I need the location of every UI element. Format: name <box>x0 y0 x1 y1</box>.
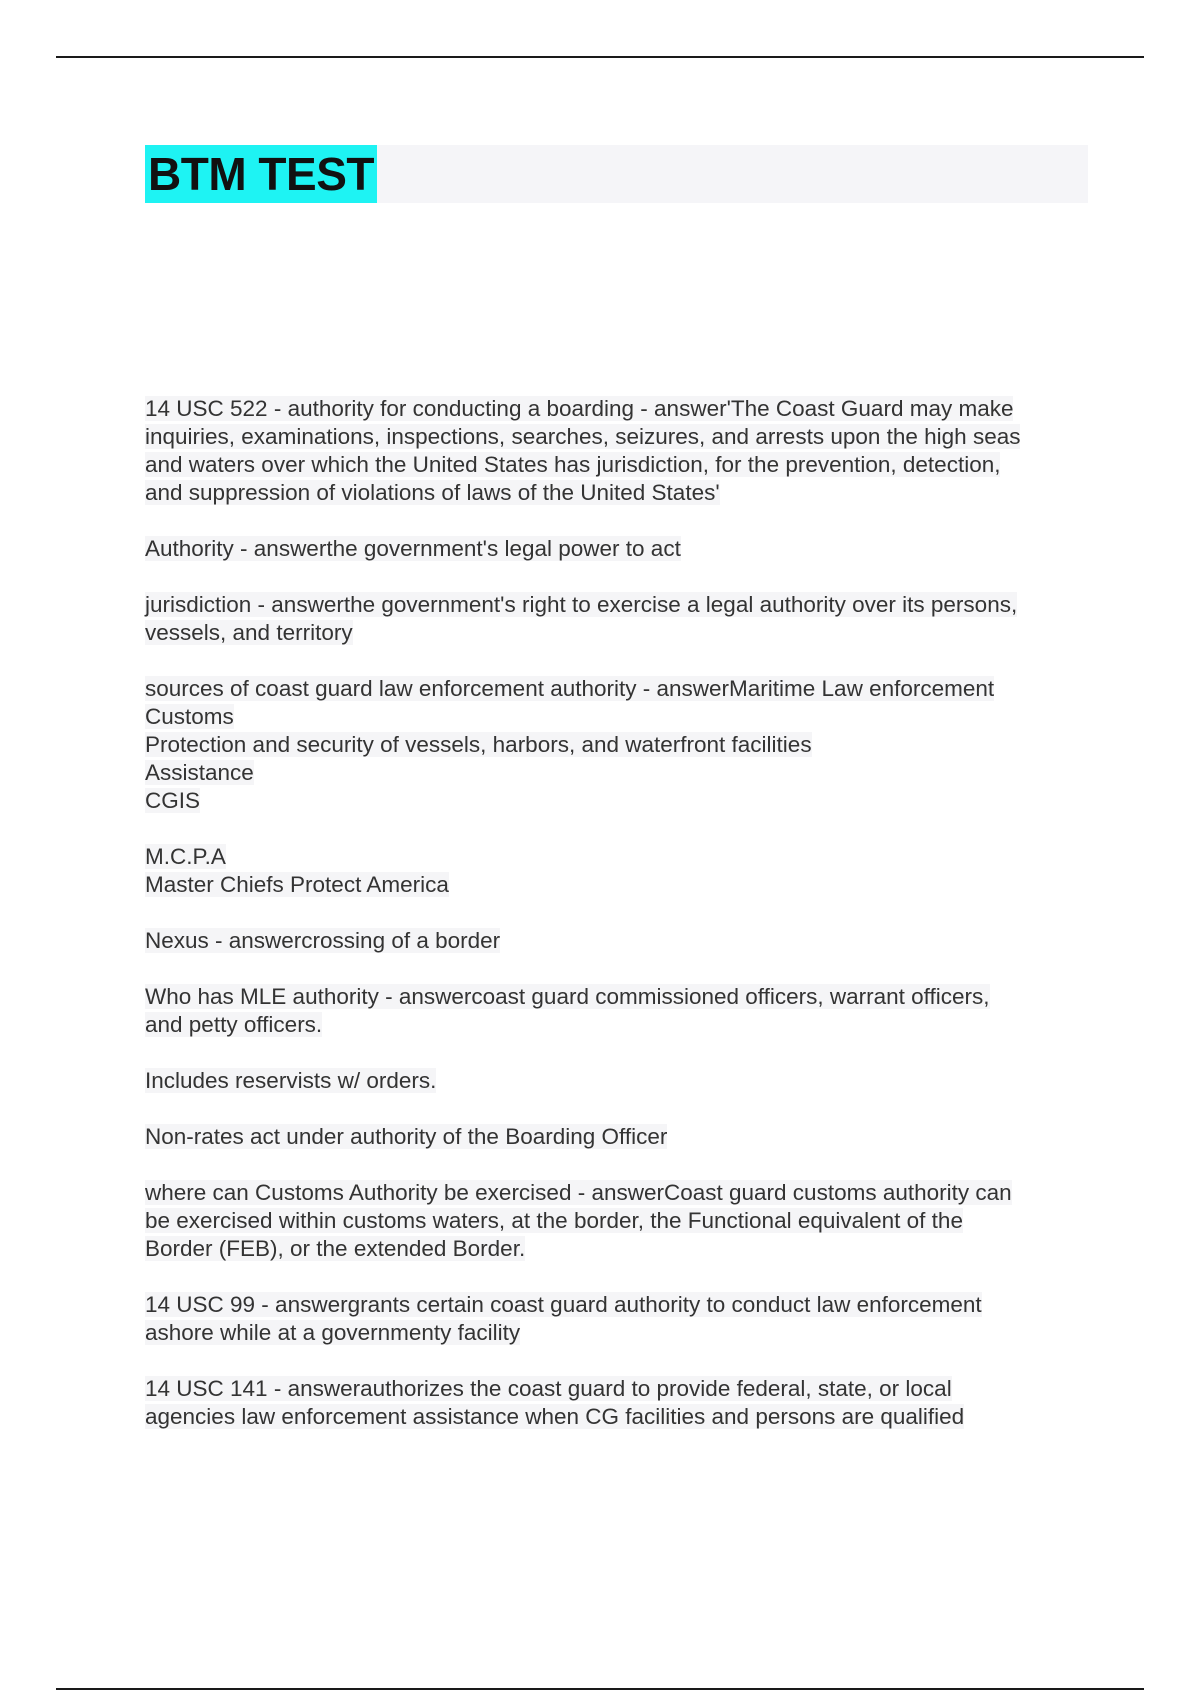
entry-line-text: Master Chiefs Protect America <box>145 872 449 897</box>
entry-line <box>145 1375 1095 1403</box>
entry-line <box>145 871 1095 899</box>
entry-line-text: Border (FEB), or the extended Border. <box>145 1236 526 1261</box>
entry-line <box>145 1235 1095 1263</box>
qa-entry <box>145 927 1095 955</box>
entry-line-text: Nexus - answercrossing of a border <box>145 928 501 953</box>
entry-line-text: vessels, and territory <box>145 620 353 645</box>
entry-line-text: inquiries, examinations, inspections, searches, seizures, and arrests upon the high seas <box>145 424 1021 449</box>
entry-line-text: 14 USC 522 - authority for conducting a boarding - answer'The Coast Guard may make <box>145 396 1014 421</box>
qa-entry <box>145 1067 1095 1095</box>
entry-line <box>145 1291 1095 1319</box>
entry-line-text: ashore while at a governmenty facility <box>145 1320 521 1345</box>
qa-entry <box>145 675 1095 815</box>
entry-line-text: M.C.P.A <box>145 844 226 869</box>
entry-line-text: Customs <box>145 704 234 729</box>
entry-line <box>145 619 1095 647</box>
entry-line <box>145 479 1095 507</box>
qa-entry <box>145 1179 1095 1263</box>
entry-line <box>145 1123 1095 1151</box>
entry-line <box>145 1067 1095 1095</box>
entry-line-text: Authority - answerthe government's legal power to act <box>145 536 681 561</box>
entry-line-text: Includes reservists w/ orders. <box>145 1068 437 1093</box>
entry-line <box>145 395 1095 423</box>
entry-line-text: and suppression of violations of laws of the United States' <box>145 480 720 505</box>
entry-line <box>145 535 1095 563</box>
entry-line <box>145 451 1095 479</box>
entry-line <box>145 1207 1095 1235</box>
entry-line <box>145 423 1095 451</box>
qa-entry <box>145 1375 1095 1431</box>
qa-entry <box>145 983 1095 1039</box>
entry-line <box>145 983 1095 1011</box>
entry-line <box>145 591 1095 619</box>
entry-line <box>145 1319 1095 1347</box>
entry-line <box>145 675 1095 703</box>
entry-line-text: where can Customs Authority be exercised - answerCoast guard customs authority can <box>145 1180 1012 1205</box>
entry-line <box>145 787 1095 815</box>
entry-line <box>145 731 1095 759</box>
qa-entry <box>145 843 1095 899</box>
document-body <box>145 395 1095 1459</box>
top-rule <box>56 56 1144 58</box>
entry-line <box>145 759 1095 787</box>
entry-line-text: jurisdiction - answerthe government's right to exercise a legal authority over its persons, <box>145 592 1018 617</box>
qa-entry <box>145 1291 1095 1347</box>
entry-line-text: sources of coast guard law enforcement authority - answerMaritime Law enforcement <box>145 676 995 701</box>
qa-entry <box>145 591 1095 647</box>
qa-entry <box>145 535 1095 563</box>
qa-entry <box>145 1123 1095 1151</box>
entry-line-text: Protection and security of vessels, harbors, and waterfront facilities <box>145 732 812 757</box>
entry-line <box>145 927 1095 955</box>
document-title: BTM TEST <box>145 145 377 203</box>
entry-line-text: Non-rates act under authority of the Boarding Officer <box>145 1124 668 1149</box>
entry-line-text: be exercised within customs waters, at the border, the Functional equivalent of the <box>145 1208 963 1233</box>
entry-line-text: Assistance <box>145 760 254 785</box>
entry-line <box>145 1179 1095 1207</box>
entry-line-text: agencies law enforcement assistance when CG facilities and persons are qualified <box>145 1404 965 1429</box>
entry-line-text: and waters over which the United States has jurisdiction, for the prevention, detection, <box>145 452 1001 477</box>
entry-line <box>145 1011 1095 1039</box>
entry-line <box>145 1403 1095 1431</box>
entry-line-text: Who has MLE authority - answercoast guard commissioned officers, warrant officers, <box>145 984 990 1009</box>
qa-entry <box>145 395 1095 507</box>
entry-line <box>145 843 1095 871</box>
entry-line-text: CGIS <box>145 788 201 813</box>
entry-line-text: 14 USC 99 - answergrants certain coast guard authority to conduct law enforcement <box>145 1292 982 1317</box>
entry-line <box>145 703 1095 731</box>
entry-line-text: 14 USC 141 - answerauthorizes the coast guard to provide federal, state, or local <box>145 1376 952 1401</box>
entry-line-text: and petty officers. <box>145 1012 323 1037</box>
bottom-rule <box>56 1688 1144 1690</box>
